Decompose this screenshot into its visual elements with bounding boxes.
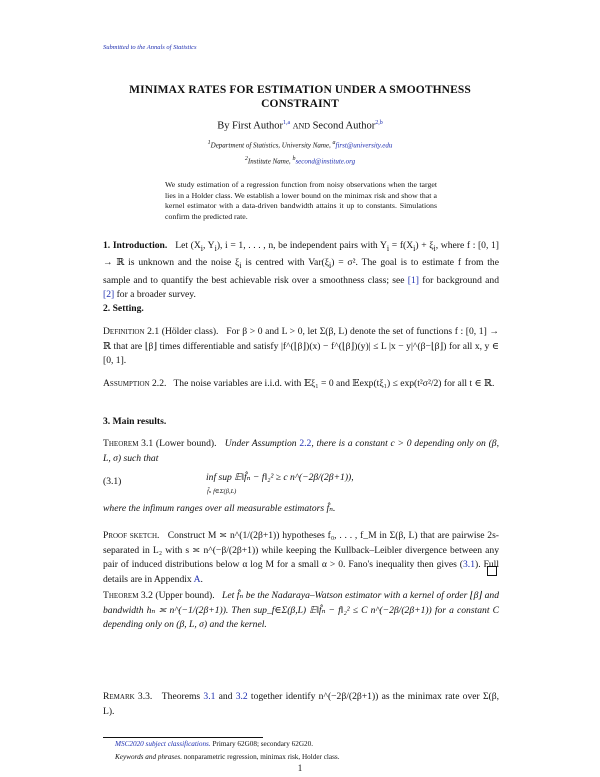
equation-subscripts: f̂ₙ f∈Σ(β,L) — [207, 488, 237, 495]
msc-text: Primary 62G08; secondary 62G20. — [210, 740, 314, 748]
aff-2-sup: 2 — [244, 156, 248, 162]
assumption-label: Assumption 2.2. — [103, 378, 167, 389]
intro-text: for a broader survey. — [114, 289, 196, 301]
equation-label: (3.1) — [103, 476, 122, 487]
definition-label: Definition 2.1 — [103, 326, 160, 337]
abstract: We study estimation of a regression function from noisy observations when the target lies in a Holder class. We establish a lower bound on the minimax risk and show that a kernel estimator with a data-driven bandwidth attains it up to constants. Simulations confirm the predicted rate. — [165, 180, 437, 221]
proof-text: . — [200, 573, 203, 585]
citation-1-link[interactable]: [1] — [407, 274, 419, 286]
intro-text: is centred with Var(ξ — [241, 257, 329, 269]
assumption-ref-link[interactable]: 2.2 — [299, 438, 312, 449]
proof-text: Construct M ≍ n^(1/(2β+1)) hypotheses f₀, . . . , f_M in Σ(β, L) that are pairwise 2s-separated in L₂ with s ≍ n^(−β/(2β+1)) while keeping the Kullback–Leibler divergence between any pair of induced distributions below α log M for a small α > 0. Fano's inequality then gives ( — [103, 530, 499, 570]
intro-text: , Y — [202, 240, 215, 251]
and-word: AND — [292, 121, 311, 131]
proof-sketch — [103, 529, 499, 587]
intro-text: ) + ξ — [415, 240, 434, 251]
aff-1-sup: 1 — [207, 140, 211, 146]
aff-1-email-link[interactable]: first@university.edu — [335, 141, 393, 150]
aff-2-text: Institute Name, — [247, 157, 293, 166]
theorem-3-2-text: Let f̂ₙ be the Nadaraya–Watson estimator with a kernel of order ⌊β⌋ and bandwidth hₙ ≍ n^(−1/(2β+1)). Then sup_f∈Σ(β,L) 𝔼‖f̂ₙ − f‖₂² ≤ C n^(−2β/(2β+1)) for a constant C depending only on (β, L, σ) and the kernel. — [103, 590, 499, 630]
intro-text: ), i = 1, . . . , n, be independent pairs with Y — [216, 240, 387, 251]
by-word: By — [217, 120, 230, 132]
author-2: Second Author — [312, 120, 376, 132]
citation-2-link[interactable]: [2] — [103, 289, 115, 301]
author-1-sup[interactable]: 1,a — [283, 120, 291, 126]
remark-text: Theorems — [161, 691, 204, 702]
intro-text: ) = σ². The goal is to estimate f from the sample and to quantify the best achievable risk over a smoothness class; see — [103, 257, 499, 286]
remark-text: and — [215, 691, 236, 702]
remark-label: Remark 3.3. — [103, 691, 153, 702]
theorem-3-1-text: , there is a constant c > 0 depending only on (β, L, σ) such that — [103, 438, 499, 464]
section-1-heading: 1. Introduction. — [103, 240, 168, 251]
qed-box-icon — [487, 566, 497, 576]
after-equation-text: where the infimum ranges over all measurable estimators f̂ₙ. — [103, 503, 336, 514]
author-line — [100, 120, 500, 131]
aff-2-email-sup: b — [292, 156, 296, 162]
theorem-3-2-label: Theorem 3.2 — [103, 590, 153, 601]
keywords-label: Keywords and phrases. — [115, 753, 183, 761]
proof-label: Proof sketch. — [103, 530, 160, 541]
paper-title: MINIMAX RATES FOR ESTIMATION UNDER A SMOOTHNESS CONSTRAINT — [129, 84, 471, 110]
page-number: 1 — [297, 763, 303, 773]
section-2-heading — [103, 302, 499, 317]
equation-ref-link[interactable]: 3.1 — [463, 559, 475, 570]
msc-link[interactable]: MSC2020 subject classifications. — [115, 740, 211, 748]
theorem-3-2 — [103, 589, 499, 633]
author-2-sup[interactable]: 2,b — [375, 120, 383, 126]
appendix-ref-link[interactable]: A — [193, 573, 201, 585]
assumption-text: The noise variables are i.i.d. with 𝔼ξ₁ = 0 and 𝔼exp(tξ₁) ≤ exp(t²σ²/2) for all t ∈ ℝ. — [173, 378, 495, 389]
section-3-heading — [103, 415, 499, 430]
remark-3-3 — [103, 690, 499, 719]
footnote-rule — [103, 737, 263, 738]
intro-text: = f(X — [389, 240, 414, 251]
intro-text: Let (X — [175, 240, 201, 251]
theorem-3-1-text: Under Assumption — [224, 438, 300, 449]
assumption-2-2 — [103, 377, 499, 392]
section-3-title: 3. Main results. — [103, 416, 167, 427]
footnote-msc — [115, 740, 313, 748]
theorem-3-1-name: (Lower bound). — [155, 438, 217, 449]
aff-2-email-link[interactable]: second@institute.org — [295, 157, 356, 166]
author-1: First Author — [231, 120, 284, 132]
section-2-title: 2. Setting. — [103, 303, 144, 314]
introduction-paragraph: 1. Introduction. Let ($X_i$, $Y_i$), i = 1, . . . , n, be independent pairs with $Y_i = f(X_i) + \xi_i$, where f : [0, 1] → ℝ is unknown and the noise $\xi_i$ is centred with $Var(\xi_i) = \sigma^2$. The goal is to estimate f from the sample and to quantify the best achievable risk over a smoothness class; see [1] for background and [2] for a broader survey. — [103, 240, 499, 301]
remark-text: together identify n^(−2β/(2β+1)) as the minimax rate over Σ(β, L). — [103, 691, 499, 717]
intro-text: , where f : [0, 1] → ℝ is unknown and the noise ξ — [103, 240, 499, 269]
definition-text: For β > 0 and L > 0, let Σ(β, L) denote the set of functions f : [0, 1] → ℝ that are ⌊β⌋ times differentiable and satisfy |f^(⌊β⌋)(x) − f^(⌊β⌋)(y)| ≤ L |x − y|^(β−⌊β⌋) for all x, y ∈ [0, 1]. — [103, 326, 499, 366]
equation-expression: inf sup 𝔼‖f̂ₙ − f‖₂² ≥ c n^(−2β/(2β+1)), — [206, 472, 354, 483]
theorem-3-1-ref-link[interactable]: 3.1 — [203, 691, 216, 702]
affiliation-1 — [100, 140, 500, 149]
theorem-3-2-ref-link[interactable]: 3.2 — [235, 691, 248, 702]
theorem-3-1-label: Theorem 3.1 — [103, 438, 154, 449]
aff-1-text: Department of Statistics, University Name, — [210, 141, 333, 150]
intro-text: for background and — [418, 274, 499, 286]
keywords-text: nonparametric regression, minimax risk, Holder class. — [182, 753, 340, 761]
theorem-3-2-name: (Upper bound). — [155, 590, 215, 601]
definition-2-1 — [103, 325, 499, 369]
theorem-3-1 — [103, 437, 499, 466]
proof-text: ). Full details are in Appendix — [103, 559, 499, 585]
aff-1-email-sup: a — [332, 140, 336, 146]
footnote-keywords — [115, 753, 340, 761]
definition-name: (Hölder class). — [161, 326, 219, 337]
affiliation-2 — [100, 156, 500, 165]
journal-header: Submitted to the Annals of Statistics — [103, 44, 197, 51]
